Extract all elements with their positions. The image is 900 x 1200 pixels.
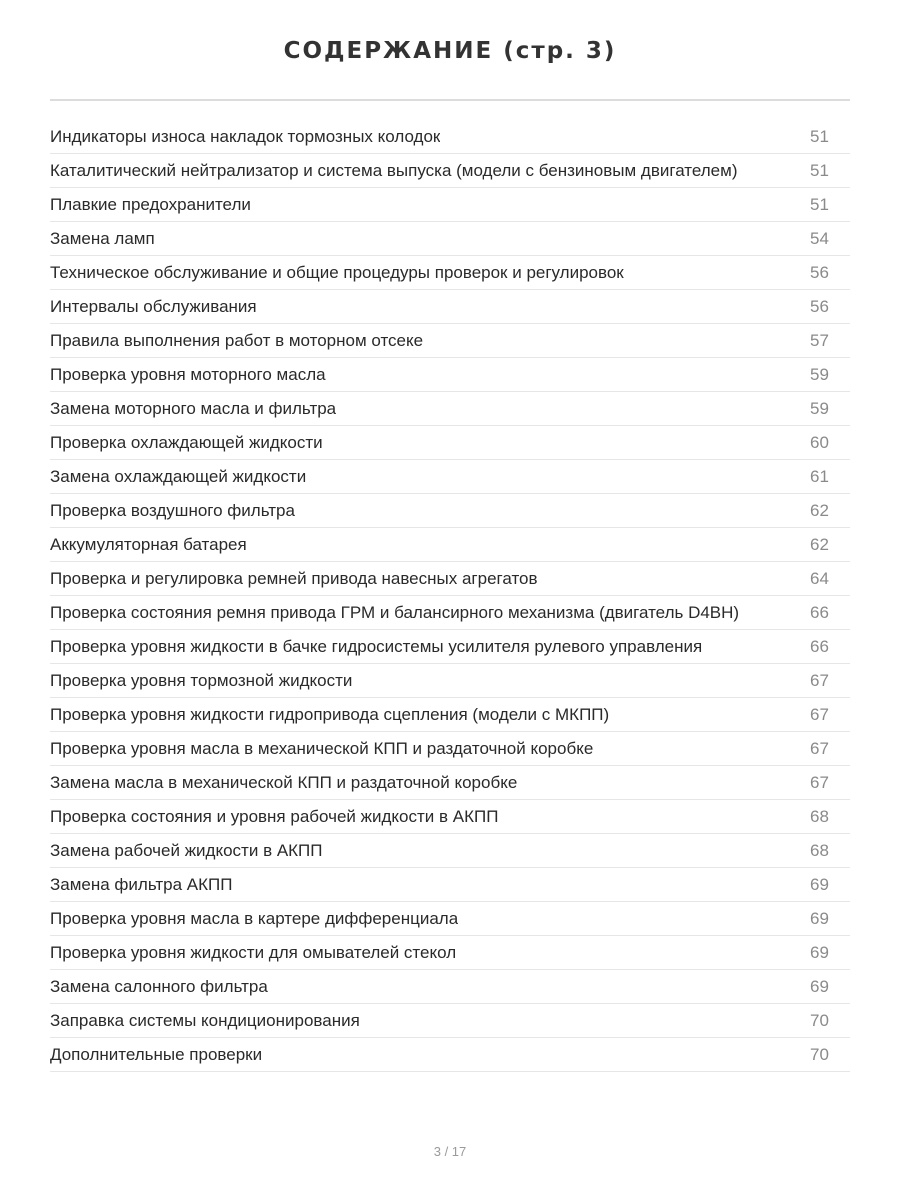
toc-entry-page: 69 [810, 976, 829, 996]
toc-entry-page: 51 [810, 194, 829, 214]
toc-entry-page: 62 [810, 534, 829, 554]
toc-entry-page: 67 [810, 704, 829, 724]
toc-row[interactable] [50, 1038, 850, 1072]
toc-entry-page: 61 [810, 466, 829, 486]
toc-entry-title: Проверка уровня масла в картере дифференциала [50, 908, 459, 928]
page-title: СОДЕРЖАНИЕ (стр. 3) [283, 38, 617, 64]
toc-entry-title: Плавкие предохранители [50, 194, 251, 214]
toc-row[interactable] [50, 358, 850, 392]
toc-entry-page: 51 [810, 126, 829, 146]
toc-row[interactable] [50, 528, 850, 562]
toc-row[interactable] [50, 188, 850, 222]
toc-entry-title: Замена охлаждающей жидкости [50, 466, 307, 486]
toc-entry-page: 70 [810, 1044, 829, 1064]
toc-row[interactable] [50, 494, 850, 528]
toc-entry-page: 69 [810, 942, 829, 962]
toc-row[interactable] [50, 800, 850, 834]
toc-entry-title: Замена ламп [50, 228, 155, 248]
toc-row[interactable] [50, 936, 850, 970]
toc-row[interactable] [50, 698, 850, 732]
toc-entry-title: Проверка воздушного фильтра [50, 500, 295, 520]
toc-entry-title: Проверка состояния и уровня рабочей жидкости в АКПП [50, 806, 499, 826]
toc-entry-page: 69 [810, 874, 829, 894]
toc-entry-title: Проверка уровня моторного масла [50, 364, 326, 384]
toc-entry-title: Аккумуляторная батарея [50, 534, 247, 554]
toc-list [50, 120, 850, 1072]
toc-entry-title: Проверка уровня масла в механической КПП и раздаточной коробке [50, 738, 594, 758]
toc-entry-title: Проверка уровня жидкости для омывателей стекол [50, 942, 457, 962]
toc-entry-page: 66 [810, 602, 829, 622]
toc-entry-page: 64 [810, 568, 829, 588]
toc-entry-title: Проверка состояния ремня привода ГРМ и балансирного механизма (двигатель D4BH) [50, 602, 740, 622]
toc-entry-page: 62 [810, 500, 829, 520]
title-divider [50, 99, 850, 101]
toc-entry-title: Замена салонного фильтра [50, 976, 268, 996]
toc-entry-title: Проверка охлаждающей жидкости [50, 432, 323, 452]
toc-entry-title: Замена масла в механической КПП и раздаточной коробке [50, 772, 518, 792]
toc-entry-page: 60 [810, 432, 829, 452]
toc-entry-title: Правила выполнения работ в моторном отсеке [50, 330, 424, 350]
toc-entry-title: Проверка уровня жидкости в бачке гидросистемы усилителя рулевого управления [50, 636, 703, 656]
toc-row[interactable] [50, 1004, 850, 1038]
toc-entry-page: 67 [810, 772, 829, 792]
toc-entry-title: Индикаторы износа накладок тормозных колодок [50, 126, 441, 146]
toc-entry-page: 51 [810, 160, 829, 180]
toc-row[interactable] [50, 290, 850, 324]
toc-entry-title: Проверка уровня тормозной жидкости [50, 670, 353, 690]
toc-row[interactable] [50, 222, 850, 256]
toc-entry-page: 67 [810, 738, 829, 758]
toc-entry-page: 59 [810, 398, 829, 418]
toc-row[interactable] [50, 664, 850, 698]
toc-entry-page: 67 [810, 670, 829, 690]
toc-entry-page: 70 [810, 1010, 829, 1030]
toc-entry-title: Замена рабочей жидкости в АКПП [50, 840, 323, 860]
toc-entry-title: Дополнительные проверки [50, 1044, 263, 1064]
toc-row[interactable] [50, 392, 850, 426]
toc-entry-page: 59 [810, 364, 829, 384]
toc-entry-page: 54 [810, 228, 829, 248]
toc-row[interactable] [50, 902, 850, 936]
toc-row[interactable] [50, 630, 850, 664]
toc-entry-title: Каталитический нейтрализатор и система выпуска (модели с бензиновым двигателем) [50, 160, 738, 180]
toc-row[interactable] [50, 766, 850, 800]
toc-entry-title: Заправка системы кондиционирования [50, 1010, 360, 1030]
toc-entry-page: 57 [810, 330, 829, 350]
toc-row[interactable] [50, 120, 850, 154]
toc-entry-title: Проверка и регулировка ремней привода навесных агрегатов [50, 568, 538, 588]
toc-row[interactable] [50, 426, 850, 460]
page-indicator: 3 / 17 [433, 1144, 467, 1159]
toc-entry-page: 56 [810, 262, 829, 282]
toc-row[interactable] [50, 970, 850, 1004]
toc-row[interactable] [50, 868, 850, 902]
toc-row[interactable] [50, 460, 850, 494]
toc-entry-page: 66 [810, 636, 829, 656]
toc-entry-title: Замена моторного масла и фильтра [50, 398, 337, 418]
toc-entry-page: 68 [810, 840, 829, 860]
toc-entry-title: Интервалы обслуживания [50, 296, 257, 316]
toc-entry-page: 56 [810, 296, 829, 316]
toc-row[interactable] [50, 324, 850, 358]
toc-entry-page: 68 [810, 806, 829, 826]
toc-row[interactable] [50, 154, 850, 188]
toc-row[interactable] [50, 834, 850, 868]
toc-entry-title: Техническое обслуживание и общие процедуры проверок и регулировок [50, 262, 624, 282]
toc-row[interactable] [50, 256, 850, 290]
toc-row[interactable] [50, 596, 850, 630]
toc-entry-page: 69 [810, 908, 829, 928]
toc-row[interactable] [50, 562, 850, 596]
toc-row[interactable] [50, 732, 850, 766]
toc-entry-title: Проверка уровня жидкости гидропривода сцепления (модели с МКПП) [50, 704, 610, 724]
toc-entry-title: Замена фильтра АКПП [50, 874, 233, 894]
